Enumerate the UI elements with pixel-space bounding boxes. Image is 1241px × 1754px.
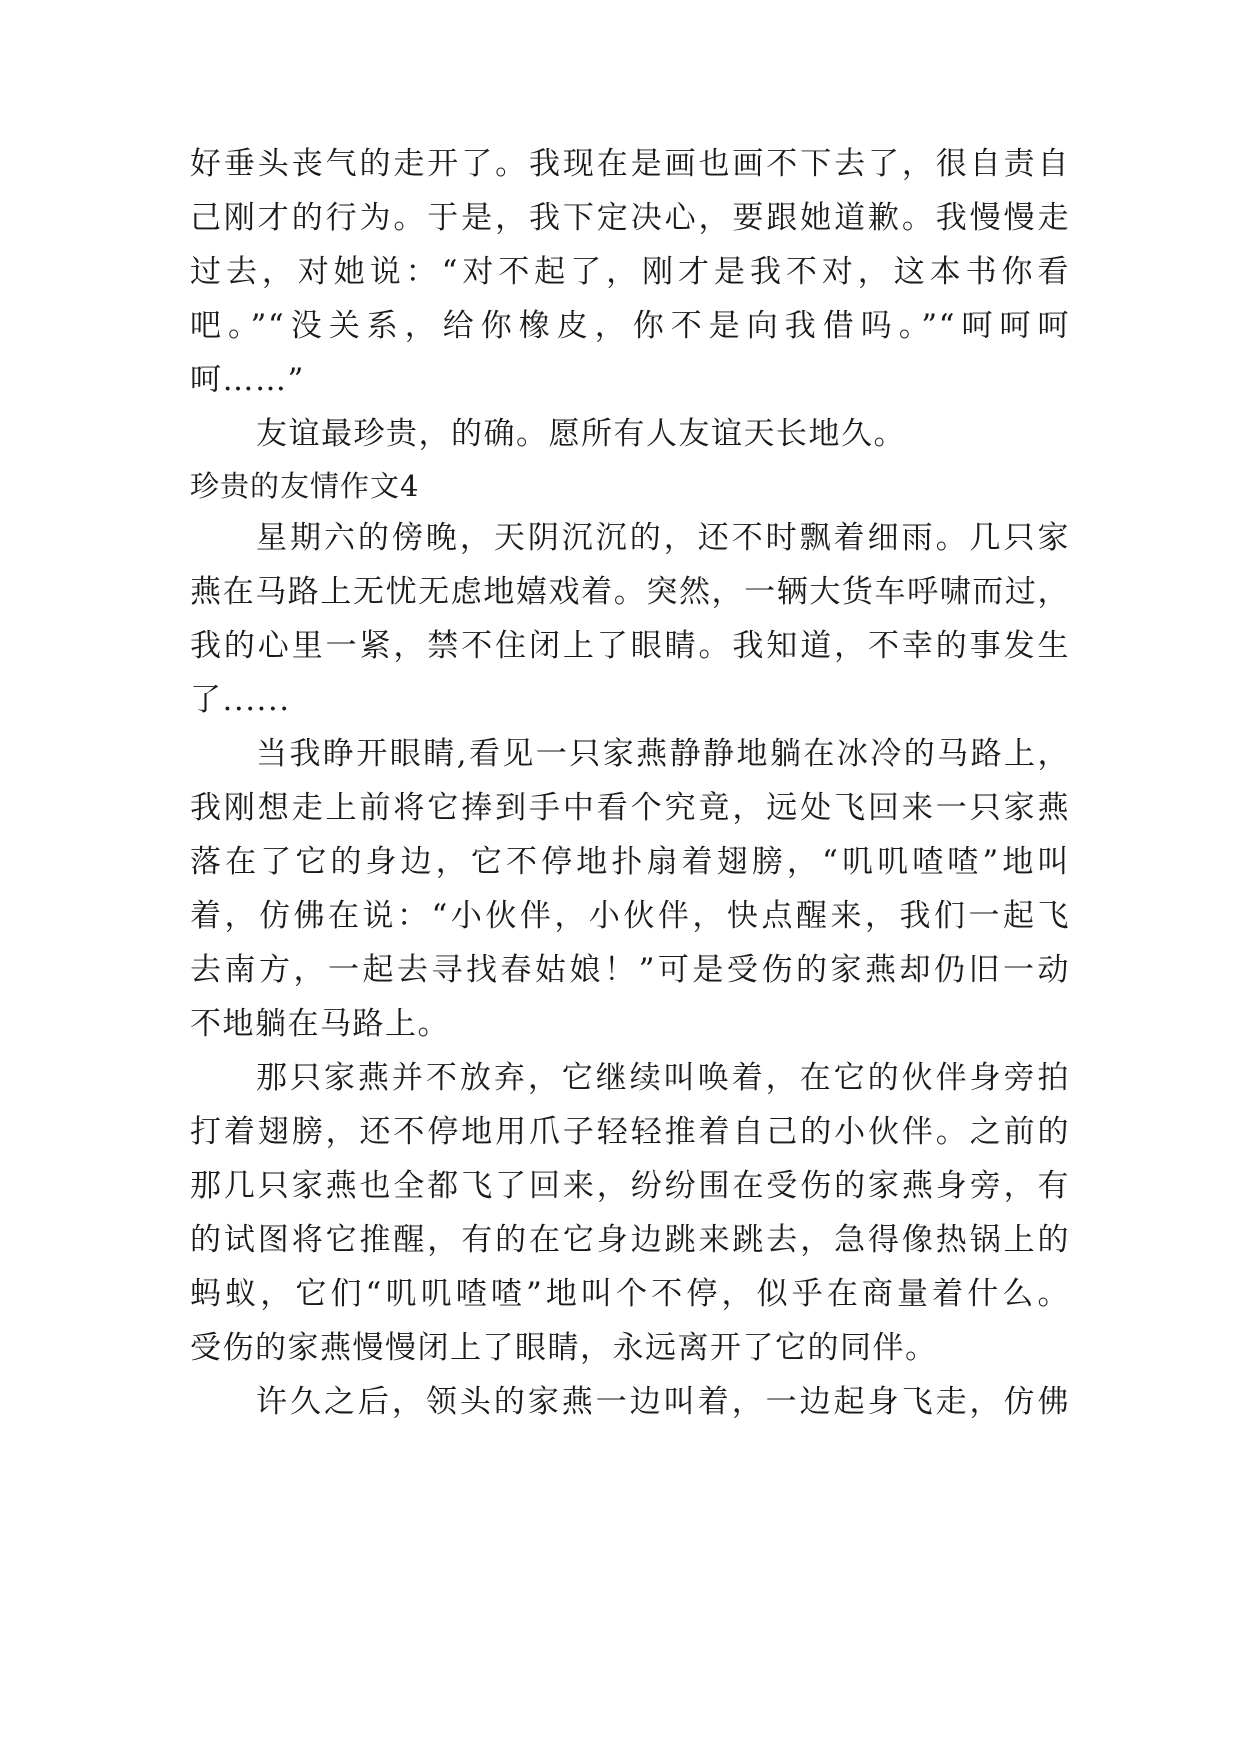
paragraph-line: 那只家燕并不放弃，它继续叫唤着，在它的伙伴身旁拍 [256, 1060, 1070, 1096]
text-line: 受伤的家燕慢慢闭上了眼睛，永远离开了它的同伴。 [190, 1330, 938, 1366]
text-line: 了...... [190, 682, 291, 718]
text-line: 我刚想走上前将它捧到手中看个究竟，远处飞回来一只家燕 [190, 790, 1070, 826]
paragraph-line: 友谊最珍贵，的确。愿所有人友谊天长地久。 [256, 416, 906, 452]
text-line: 不地躺在马路上。 [190, 1006, 450, 1042]
paragraph-line: 许久之后，领头的家燕一边叫着，一边起身飞走，仿佛 [256, 1384, 1070, 1420]
text-line: 呵……” [190, 362, 305, 398]
text-line: 的试图将它推醒，有的在它身边跳来跳去，急得像热锅上的 [190, 1222, 1070, 1258]
text-line: 燕在马路上无忧无虑地嬉戏着。突然，一辆大货车呼啸而过， [190, 574, 1070, 610]
text-line: 着，仿佛在说：“小伙伴，小伙伴，快点醒来，我们一起飞 [190, 898, 1070, 934]
text-line: 过去，对她说：“对不起了，刚才是我不对，这本书你看 [190, 254, 1070, 290]
text-line: 吧。”“没关系，给你橡皮，你不是向我借吗。”“呵呵呵 [190, 308, 1070, 344]
text-line: 打着翅膀，还不停地用爪子轻轻推着自己的小伙伴。之前的 [190, 1114, 1070, 1150]
paragraph-line: 星期六的傍晚，天阴沉沉的，还不时飘着细雨。几只家 [256, 520, 1070, 556]
text-line: 那几只家燕也全都飞了回来，纷纷围在受伤的家燕身旁，有 [190, 1168, 1070, 1204]
section-heading: 珍贵的友情作文4 [190, 469, 420, 503]
text-line: 我的心里一紧，禁不住闭上了眼睛。我知道，不幸的事发生 [190, 628, 1070, 664]
text-line: 好垂头丧气的走开了。我现在是画也画不下去了，很自责自 [190, 146, 1070, 182]
text-line: 去南方，一起去寻找春姑娘！”可是受伤的家燕却仍旧一动 [190, 952, 1070, 988]
text-line: 己刚才的行为。于是，我下定决心，要跟她道歉。我慢慢走 [190, 200, 1070, 236]
text-line: 蚂蚁，它们“叽叽喳喳”地叫个不停，似乎在商量着什么。 [190, 1276, 1070, 1312]
paragraph-line: 当我睁开眼睛,看见一只家燕静静地躺在冰冷的马路上， [256, 736, 1070, 772]
text-line: 落在了它的身边，它不停地扑扇着翅膀，“叽叽喳喳”地叫 [190, 844, 1070, 880]
